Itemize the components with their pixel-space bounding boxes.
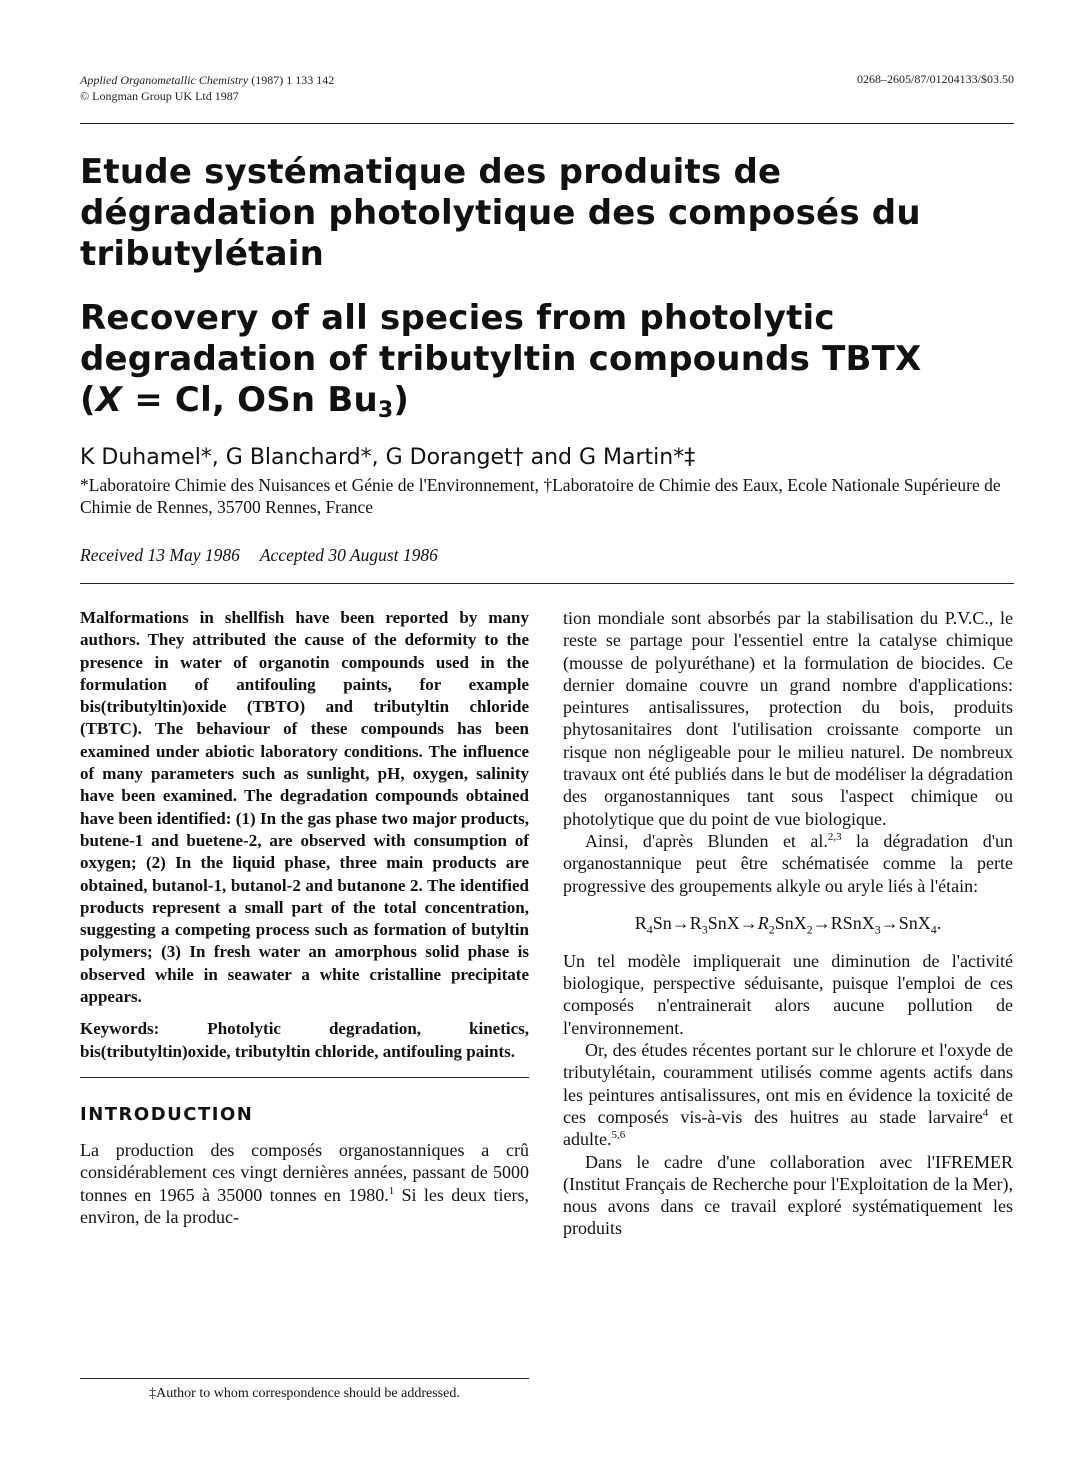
eq-sub: 2 <box>806 922 813 937</box>
paragraph: tion mondiale sont absorbés par la stabilisation du P.V.C., le reste se partage pour l'essentiel entre la catalyse chimique (mousse de polyuréthane) et la formulation de biocides. Ce dernier domaine couvre un grand nombre d'applications: peintures antisalissures, protection du bois, produits phytosanitaires dont l'utilisation croissante comporte un risque non négligeable pour le milieu naturel. De nombreux travaux ont été publiés dans le but de modéliser la dégradation des organostanniques tant sous l'aspect chimique ou photolytique que du point de vue biologique. <box>563 608 1013 829</box>
journal-name: Applied Organometallic Chemistry <box>80 73 249 87</box>
eq-sub: 3 <box>701 922 708 937</box>
journal-details: (1987) 1 133 142 <box>251 73 335 87</box>
journal-header <box>80 72 334 104</box>
citation-ref: 2,3 <box>827 830 842 843</box>
dates-rule <box>80 583 1014 584</box>
eq-sub: 4 <box>646 922 653 937</box>
abstract: Malformations in shellfish have been reported by many authors. They attributed the cause of the deformity to the presence in water of organotin compounds used in the formulation of antifouling paints, for example bis(tributyltin)oxide (TBTO) and tributyltin chloride (TBTC). The behaviour of these compounds has been examined under abiotic laboratory conditions. The influence of many parameters such as sunlight, pH, oxygen, salinity have been examined. The degradation compounds obtained have been identified: (1) In the gas phase two major products, butene-1 and buetene-2, are observed with consumption of oxygen; (2) In the liquid phase, three main products are obtained, butanol-1, butanol-2 and butanone 2. The identified products represent a small part of the total concentration, suggesting a competing process such as formation of butyltin polymers; (3) In fresh water an amorphous solid phase is observed while in seawater a white cristalline precipitate appears. <box>80 608 529 1007</box>
affiliation: *Laboratoire Chimie des Nuisances et Génie de l'Environnement, †Laboratoire de Chimie des Eaux, Ecole Nationale Supérieure de Chimie de Rennes, 35700 Rennes, France <box>80 475 1001 517</box>
eq-part: . <box>936 912 942 933</box>
title-english <box>80 298 1010 421</box>
paragraph-text: La production des composés organostanniques a crû considérablement ces vingt dernières années, passant de 5000 tonnes en 1965 à 35000 tonnes en 1980. <box>80 1139 529 1205</box>
footnote-rule <box>80 1378 529 1379</box>
section-heading-introduction: INTRODUCTION <box>80 1103 254 1125</box>
title-french-line: tributylétain <box>80 234 325 274</box>
title-french-line: Etude systématique des produits de <box>80 152 782 192</box>
paragraph-text: Si les deux tiers, environ, de la produc- <box>80 1184 529 1227</box>
citation-ref: 5,6 <box>611 1129 626 1142</box>
eq-sub: 3 <box>874 922 881 937</box>
article-code: 0268–2605/87/01204133/$03.50 <box>856 72 1014 86</box>
abstract-rule <box>80 1077 529 1078</box>
paren: ( <box>80 380 96 420</box>
eq-part: R <box>757 912 769 933</box>
title-english-line <box>80 380 1010 421</box>
paragraph <box>563 1039 1013 1150</box>
citation-ref: 4 <box>982 1106 989 1119</box>
footnote: ‡Author to whom correspondence should be addressed. <box>149 1386 460 1401</box>
title-french-line: dégradation photolytique des composés du <box>80 193 921 233</box>
right-column <box>563 607 1013 1240</box>
eq-part: Sn→R <box>652 912 702 933</box>
title-french <box>80 152 1010 275</box>
authors: K Duhamel*, G Blanchard*, G Doranget† and G Martin*‡ <box>80 445 696 470</box>
dates <box>80 545 458 566</box>
eq-part: SnX <box>774 912 807 933</box>
title-english-line: degradation of tributyltin compounds TBTX <box>80 339 922 379</box>
paragraph <box>563 830 1013 897</box>
accepted-date: Accepted 30 August 1986 <box>259 545 438 565</box>
eq-part: R <box>634 912 647 933</box>
eq-part: →SnX <box>880 912 931 933</box>
paren: ) <box>393 380 410 420</box>
paragraph-text: Ainsi, d'après Blunden et al. <box>585 830 828 851</box>
formula-text: = Cl, OSn Bu <box>122 380 378 420</box>
paragraph-text: Or, des études récentes portant sur le chlorure et l'oxyde de tributylétain, couramment utilisés comme agents actifs dans les peintures antisalissures, ont mis en évidence la toxicité de ces composés vis-à-vis des huitres au stade larvaire <box>563 1040 1013 1127</box>
keywords: Keywords: Photolytic degradation, kinetics, bis(tributyltin)oxide, tributyltin chloride, antifouling paints. <box>80 1019 529 1061</box>
left-column <box>80 607 529 1228</box>
citation-ref: 1 <box>388 1184 395 1197</box>
eq-sub: 4 <box>930 922 937 937</box>
paragraph: Un tel modèle impliquerait une diminution de l'activité biologique, perspective séduisante, puisque l'emploi de ces composés n'entrainerait alors aucune pollution de l'environnement. <box>563 950 1013 1038</box>
title-english-line: Recovery of all species from photolytic <box>80 298 835 338</box>
paragraph-text: la dégradation d'un organostannique peut être schématisée comme la perte progressive des groupements alkyle ou aryle liés à l'étain: <box>563 830 1013 896</box>
header-rule <box>80 123 1014 124</box>
formula-x: X <box>95 380 123 420</box>
copyright-line: © Longman Group UK Ltd 1987 <box>80 89 239 103</box>
formula-subscript: 3 <box>377 398 394 423</box>
eq-part: →RSnX <box>812 912 875 933</box>
received-date: Received 13 May 1986 <box>80 545 240 565</box>
paragraph: Dans le cadre d'une collaboration avec l'IFREMER (Institut Français de Recherche pour l'Exploitation de la Mer), nous avons dans ce travail exploré systématiquement les produits <box>563 1151 1013 1239</box>
degradation-equation <box>563 912 1013 937</box>
intro-paragraph <box>80 1139 529 1228</box>
paragraph-text: et adulte. <box>563 1106 1013 1150</box>
eq-part: SnX→ <box>707 912 758 933</box>
eq-sub: 2 <box>768 922 775 937</box>
